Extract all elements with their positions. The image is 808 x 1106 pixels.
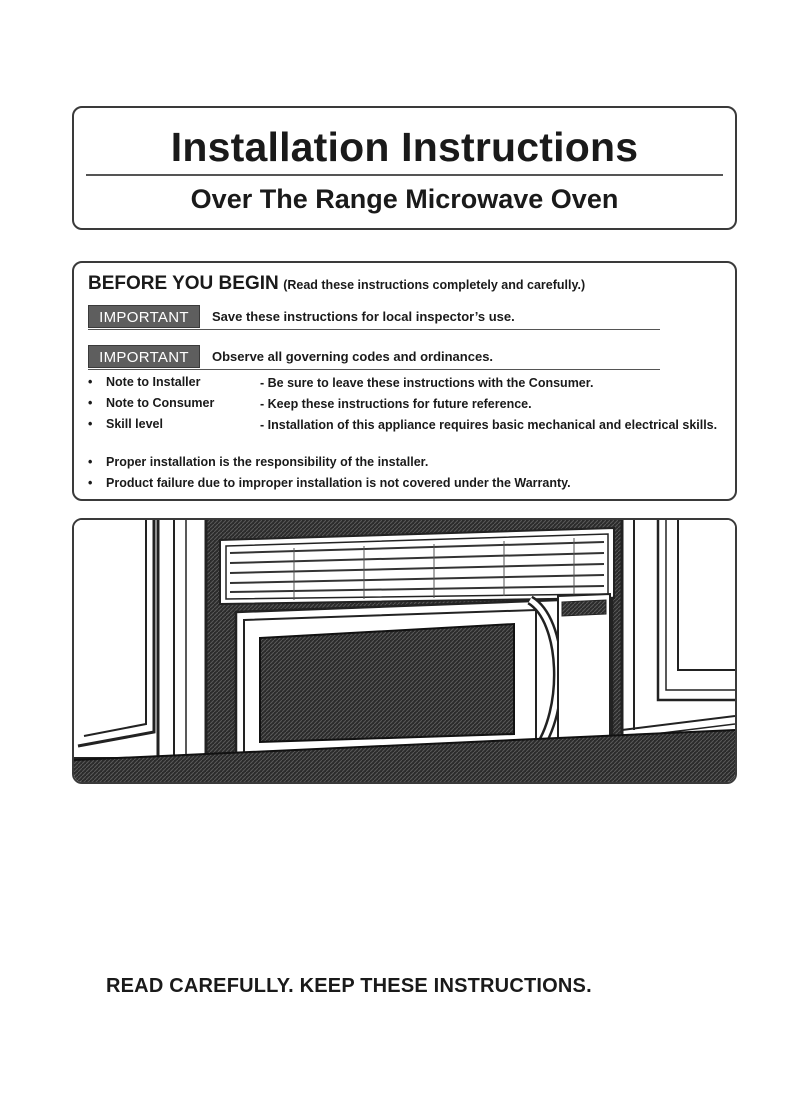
note-term: Note to Consumer [106,396,215,410]
heading-text: BEFORE YOU BEGIN [88,273,279,294]
microwave-illustration-box [72,518,737,784]
list-item [88,396,728,417]
list-item [88,417,728,455]
before-you-begin-box [72,261,737,501]
document-title: Installation Instructions [170,124,639,170]
list-item [88,375,728,396]
microwave-body [236,594,612,760]
bullet-icon: • [88,476,93,490]
vent-grille [220,528,614,604]
bullet-icon: • [88,375,93,389]
bullet-icon: • [88,455,93,469]
important-note-1 [88,305,660,330]
before-you-begin-heading [88,273,585,295]
bullet-icon: • [88,417,93,431]
note-term: Skill level [106,417,163,431]
bullet-icon: • [88,396,93,410]
heading-note: (Read these instructions completely and carefully.) [283,278,586,292]
list-item [88,476,728,497]
notes-list [88,375,728,497]
list-item [88,455,728,476]
note-description: - Keep these instructions for future reference. [260,397,532,411]
document-subtitle: Over The Range Microwave Oven [190,184,619,214]
footer-keep-instructions: READ CAREFULLY. KEEP THESE INSTRUCTIONS. [106,975,592,997]
important-text: Observe all governing codes and ordinances. [212,349,494,364]
statement-text: Product failure due to improper installation is not covered under the Warranty. [106,476,571,490]
title-box [72,106,737,230]
note-description: - Installation of this appliance requires basic mechanical and electrical skills. [260,418,718,432]
important-badge: IMPORTANT [88,305,200,328]
title-divider [86,174,723,176]
microwave-oven-illustration-icon [74,520,735,782]
statement-text: Proper installation is the responsibility of the installer. [106,455,429,469]
important-badge: IMPORTANT [88,345,200,368]
important-text: Save these instructions for local inspector’s use. [212,309,515,324]
important-note-2 [88,345,660,370]
note-term: Note to Installer [106,375,201,389]
note-description: - Be sure to leave these instructions with the Consumer. [260,376,594,390]
